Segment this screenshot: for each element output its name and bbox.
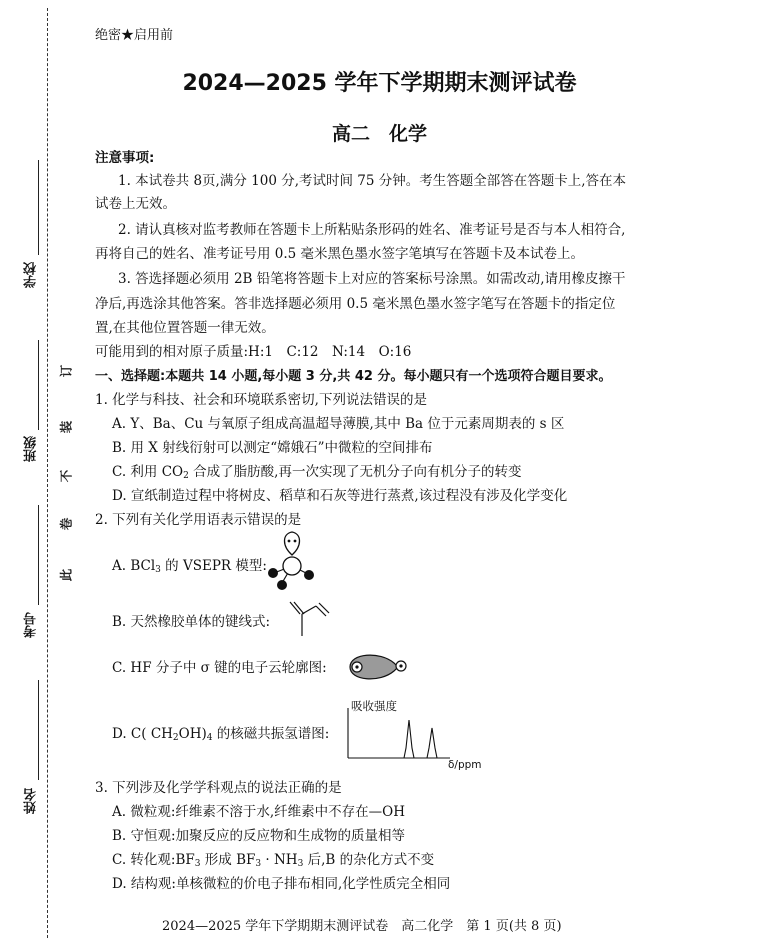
ligand-atom bbox=[268, 568, 278, 578]
bind-char: 订 bbox=[58, 364, 74, 378]
q2-option-a[interactable]: A. BCl$_3$ 的 VSEPR 模型: bbox=[112, 558, 267, 575]
notice-line: 1. 本试卷共 8页,满分 100 分,考试时间 75 分钟。考生答题全部答在答题卡上,答在本 bbox=[118, 173, 627, 189]
hf-sigma-electron-cloud bbox=[342, 649, 412, 685]
q3-stem: 3. 下列涉及化学学科观点的说法正确的是 bbox=[95, 780, 342, 796]
notice-line: 3. 答选择题必须用 2B 铅笔将答题卡上对应的答案标号涂黑。如需改动,请用橡皮擦干 bbox=[118, 271, 626, 287]
notice-line: 试卷上无效。 bbox=[95, 196, 176, 212]
class-label: 班级 bbox=[24, 436, 39, 462]
q1-option-d[interactable]: D. 宣纸制造过程中将树皮、稻草和石灰等进行蒸煮,该过程没有涉及化学变化 bbox=[112, 488, 568, 504]
notice-line: 置,在其他位置答题一律无效。 bbox=[95, 320, 275, 336]
nmr-spectrum bbox=[344, 706, 454, 766]
q2-option-d[interactable]: D. C( $CH_2OH)_4$ 的核磁共振氢谱图: bbox=[112, 726, 330, 743]
name-label: 姓名 bbox=[24, 788, 39, 814]
q1-option-b[interactable]: B. 用 X 射线衍射可以测定“嫦娥石”中微粒的空间排布 bbox=[112, 440, 433, 456]
q1-stem: 1. 化学与科技、社会和环境联系密切,下列说法错误的是 bbox=[95, 392, 427, 408]
notice-line: 2. 请认真核对监考教师在答题卡上所粘贴条形码的姓名、准考证号是否与本人相符合, bbox=[118, 222, 626, 238]
nmr-xlabel: δ/ppm bbox=[448, 759, 482, 771]
q2-option-b[interactable]: B. 天然橡胶单体的键线式: bbox=[112, 614, 271, 630]
bcl3-vsepr-model bbox=[262, 528, 332, 598]
q3-option-a[interactable]: A. 微粒观:纤维素不溶于水,纤维素中不存在—OH bbox=[112, 804, 406, 820]
notice-line: 再将自己的姓名、准考证号用 0.5 毫米黑色墨水签字笔填写在答题卡及本试卷上。 bbox=[95, 246, 585, 262]
q3-option-d[interactable]: D. 结构观:单核微粒的价电子排布相同,化学性质完全相同 bbox=[112, 876, 451, 892]
ligand-atom bbox=[277, 580, 287, 590]
q2-stem: 2. 下列有关化学用语表示错误的是 bbox=[95, 512, 302, 528]
q3-option-c[interactable]: C. 转化观$:BF_3$ 形成 $BF_3 \cdot NH_3$ 后,B 的杂化方式不变 bbox=[112, 852, 435, 869]
bind-char: 不 bbox=[58, 469, 74, 483]
bind-char: 此 bbox=[58, 568, 74, 582]
q1-option-c[interactable]: C. 利用 $CO_2$ 合成了脂肪酸,再一次实现了无机分子向有机分子的转变 bbox=[112, 464, 522, 481]
section-heading: 一、选择题:本题共 14 小题,每小题 3 分,共 42 分。每小题只有一个选项符合题目要求。 bbox=[95, 369, 612, 384]
atomic-masses: 可能用到的相对原子质量:H:1 C:12 N:14 O:16 bbox=[95, 344, 412, 360]
bind-char: 卷 bbox=[58, 517, 74, 531]
bind-char: 装 bbox=[58, 420, 74, 434]
school-label: 学校 bbox=[24, 262, 39, 288]
nmr-peak bbox=[404, 720, 414, 758]
nmr-peak bbox=[427, 728, 437, 758]
ligand-atom bbox=[304, 570, 314, 580]
q2-option-c[interactable]: C. HF 分子中 σ 键的电子云轮廓图: bbox=[112, 660, 327, 676]
exam-title: 2024—2025 学年下学期期末测评试卷 bbox=[182, 71, 577, 96]
notice-line: 净后,再选涂其他答案。答非选择题必须用 0.5 毫米黑色墨水签字笔写在答题卡的指定位 bbox=[95, 296, 616, 312]
nmr-ylabel: 吸收强度 bbox=[351, 699, 397, 713]
exam-no-label: 考号 bbox=[24, 612, 39, 638]
q1-option-a[interactable]: A. Y、Ba、Cu 与氧原子组成高温超导薄膜,其中 Ba 位于元素周期表的 s 区 bbox=[112, 416, 565, 432]
secret-mark: 绝密★启用前 bbox=[95, 28, 174, 43]
isoprene-skeletal-formula bbox=[284, 600, 344, 646]
central-atom bbox=[283, 557, 301, 575]
page-footer: 2024—2025 学年下学期期末测评试卷 高二化学 第 1 页(共 8 页) bbox=[162, 919, 562, 934]
lone-pair-lobe bbox=[285, 532, 300, 555]
notice-heading: 注意事项: bbox=[95, 150, 155, 166]
q3-option-b[interactable]: B. 守恒观:加聚反应的反应物和生成物的质量相等 bbox=[112, 828, 406, 844]
subject-title: 高二 化学 bbox=[331, 123, 427, 145]
